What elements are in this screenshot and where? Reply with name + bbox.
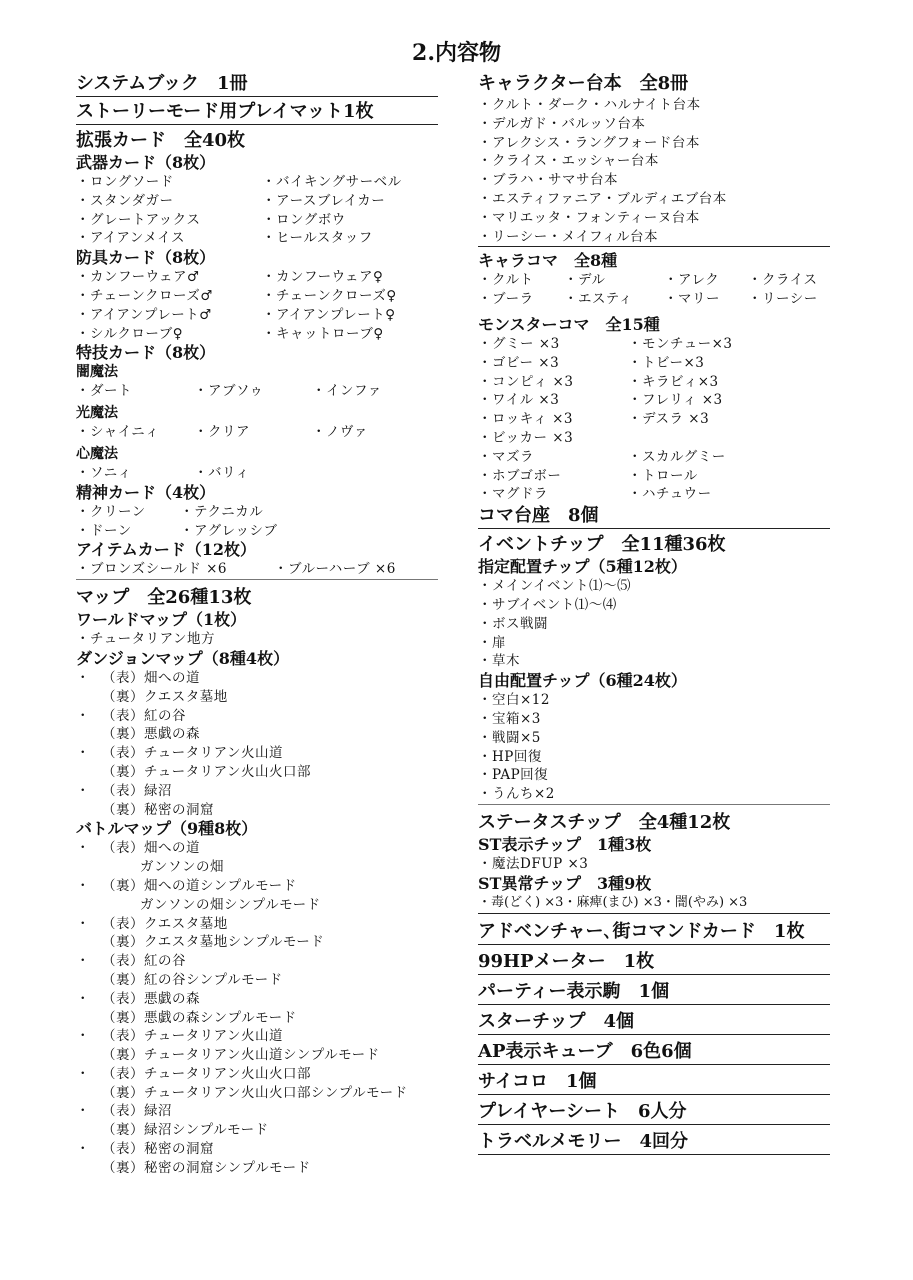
- list-item: ・ボス戦闘: [478, 615, 548, 632]
- weapon-heading: 武器カード（8枚）: [76, 153, 216, 172]
- list-item: [628, 429, 828, 448]
- list-item: ・ブルーハーブ ×6: [274, 561, 396, 578]
- map-line: （裏）クエスタ墓地: [102, 688, 228, 705]
- list-item: ・ロングボウ: [262, 211, 346, 228]
- status-heading: ステータスチップ 全4種12枚: [478, 811, 731, 833]
- map-line: （裏）チュータリアン火山火口部シンプルモード: [102, 1084, 408, 1101]
- map-line: （裏）悪戯の森シンプルモード: [102, 1009, 297, 1026]
- map-line: （裏）クエスタ墓地シンプルモード: [102, 934, 325, 951]
- map-line: ・ （表）悪戯の森: [76, 990, 200, 1007]
- list-item: ・ブーラ: [478, 291, 534, 308]
- misc-item-heading: スターチップ 4個: [478, 1010, 830, 1035]
- map-line: ・ （表）紅の谷: [76, 707, 186, 724]
- fixed-chip-list: [478, 577, 830, 671]
- list-item: ・ブロンズシールド ×6: [76, 561, 228, 578]
- expansion-heading: 拡張カード 全40枚: [76, 130, 246, 151]
- map-line: （裏）秘密の洞窟シンプルモード: [102, 1159, 311, 1176]
- light-magic-heading: 光魔法: [76, 405, 118, 422]
- list-item: ・ゴビー ×3: [478, 354, 560, 371]
- map-line: ・ （表）チュータリアン火山道: [76, 1028, 284, 1045]
- list-item: ・スタンダガー: [76, 192, 174, 209]
- dungeon-list: [76, 669, 438, 819]
- list-item: ・毒(どく) ×3・麻痺(まひ) ×3・闇(やみ) ×3: [478, 894, 830, 914]
- map-line: （裏）チュータリアン火山道シンプルモード: [102, 1047, 380, 1064]
- free-chip-list: [478, 691, 830, 805]
- armor-heading: 防具カード（8枚）: [76, 248, 216, 268]
- list-item: ・アグレッシブ: [180, 522, 278, 539]
- mind-magic-list: [76, 464, 438, 483]
- list-item: ・PAP回復: [478, 767, 549, 784]
- skill-heading: 特技カード（8枚）: [76, 343, 216, 363]
- list-item: ・カンフーウェア♀: [262, 269, 384, 286]
- list-item: ・フレリィ ×3: [628, 392, 723, 409]
- list-item: ・マズラ: [478, 448, 534, 465]
- list-item: ・ハチュウー: [628, 486, 712, 503]
- battle-list: [76, 839, 438, 1177]
- map-line: （裏）悪戯の森: [102, 726, 200, 743]
- list-item: ・メインイベント⑴〜⑸: [478, 578, 632, 595]
- map-line: （裏）緑沼シンプルモード: [102, 1122, 269, 1139]
- list-item: ・サブイベント⑴〜⑷: [478, 596, 617, 613]
- map-line: ・ （表）チュータリアン火山火口部: [76, 1065, 312, 1082]
- list-item: ・トロール: [628, 467, 698, 484]
- list-item: ・グレートアックス: [76, 211, 201, 228]
- itemcard-heading: アイテムカード（12枚）: [76, 540, 257, 560]
- light-magic-list: [76, 423, 438, 442]
- map-line: ・ （表）紅の谷: [76, 953, 186, 970]
- map-line: ・ （表）クエスタ墓地: [76, 915, 228, 932]
- list-item: ・アブソゥ: [194, 383, 264, 400]
- list-item: ・ブラハ・サマサ台本: [478, 172, 618, 189]
- list-item: ・エスティファニア・ブルディエブ台本: [478, 190, 727, 207]
- list-item: ・魔法DFUP ×3: [478, 855, 589, 872]
- list-item: ・HP回復: [478, 748, 542, 765]
- list-item: ・クリーン: [76, 503, 146, 520]
- list-item: ・ノヴァ: [312, 424, 368, 441]
- charakoma-heading: キャラコマ 全8種: [478, 251, 618, 271]
- misc-item-heading: サイコロ 1個: [478, 1070, 830, 1095]
- script-heading: キャラクター台本 全8冊: [478, 73, 689, 94]
- list-item: ・空白×12: [478, 692, 550, 709]
- event-heading: イベントチップ 全11種36枚: [478, 534, 726, 556]
- list-item: ・ロングソード: [76, 174, 174, 190]
- list-item: ・クリア: [194, 424, 250, 441]
- charakoma-list: [478, 271, 830, 309]
- systembook-heading: システムブック 1冊: [76, 72, 438, 97]
- list-item: ・うんち×2: [478, 786, 555, 803]
- right-column: [478, 72, 830, 1155]
- list-item: ・デスラ ×3: [628, 411, 710, 428]
- base-heading: コマ台座 8個: [478, 504, 830, 529]
- map-line: ・ （裏）畑への道シンプルモード: [76, 877, 297, 894]
- list-item: ・戦闘×5: [478, 729, 541, 746]
- misc-item-heading: AP表示キューブ 6色6個: [478, 1040, 830, 1065]
- map-line: ・ （表）畑への道: [76, 840, 200, 857]
- list-item: ・エスティ: [564, 291, 633, 308]
- list-item: ・キャットローブ♀: [262, 325, 384, 342]
- misc-item-heading: アドベンチャー､街コマンドカード 1枚: [478, 920, 830, 945]
- mind-magic-heading: 心魔法: [76, 445, 118, 462]
- list-item: ・ワイル ×3: [478, 392, 560, 409]
- map-line: ・ （表）緑沼: [76, 782, 172, 799]
- list-item: ・ヒールスタッフ: [262, 230, 373, 247]
- map-line: ・ （表）畑への道: [76, 669, 200, 686]
- list-item: ・扉: [478, 634, 506, 651]
- dungeon-heading: ダンジョンマップ（8種4枚）: [76, 648, 290, 668]
- list-item: ・ロッキィ ×3: [478, 411, 574, 428]
- list-item: ・インファ: [312, 383, 382, 400]
- list-item: ・バリィ: [194, 464, 250, 481]
- map-line: ・ （表）チュータリアン火山道: [76, 745, 284, 762]
- list-item: ・デルガド・バルッソ台本: [478, 115, 646, 132]
- monster-list: [478, 335, 830, 504]
- map-line: （裏）チュータリアン火山火口部: [102, 763, 312, 780]
- misc-item-heading: パーティー表示駒 1個: [478, 980, 830, 1005]
- list-item: ・ダート: [76, 383, 132, 400]
- list-item: ・クルト: [478, 272, 534, 289]
- playmat-heading: ストーリーモード用プレイマット1枚: [76, 100, 438, 125]
- spirit-heading: 精神カード（4枚）: [76, 482, 216, 502]
- itemcard-list: [76, 560, 438, 580]
- list-item: ・デル: [564, 272, 606, 289]
- left-column: [76, 72, 438, 1178]
- list-item: ・アイアンプレート♂: [76, 306, 212, 323]
- list-item: ・リーシー・メイフィル台本: [478, 228, 658, 245]
- list-item: ・マグドラ: [478, 486, 548, 503]
- map-heading: マップ 全26種13枚: [76, 587, 252, 609]
- list-item: ・ドーン: [76, 522, 132, 539]
- list-item: ・テクニカル: [180, 503, 264, 520]
- map-line: （裏）秘密の洞窟: [102, 801, 214, 818]
- misc-item-heading: トラベルメモリー 4回分: [478, 1130, 830, 1155]
- dark-magic-heading: 闇魔法: [76, 364, 118, 381]
- weapon-list: [76, 173, 438, 248]
- map-line: ・ （表）緑沼: [76, 1103, 172, 1120]
- list-item: ・トビー×3: [628, 354, 705, 371]
- misc-item-heading: プレイヤーシート 6人分: [478, 1100, 830, 1125]
- list-item: ・アースブレイカー: [262, 192, 386, 209]
- list-item: ・宝箱×3: [478, 710, 541, 727]
- list-item: ・クライス: [748, 272, 818, 289]
- map-line: ガンソンの畑シンプルモード: [140, 896, 321, 913]
- list-item: ・チェーンクローズ♂: [76, 287, 213, 304]
- list-item: ・アレクシス・ラングフォード台本: [478, 134, 700, 151]
- list-item: ・クルト・ダーク・ハルナイト台本: [478, 97, 701, 113]
- map-line: （裏）紅の谷シンプルモード: [102, 971, 283, 988]
- dark-magic-list: [76, 382, 438, 401]
- list-item: ・キラビィ×3: [628, 373, 719, 390]
- list-item: ・カンフーウェア♂: [76, 269, 200, 286]
- list-item: ・チュータリアン地方: [76, 631, 216, 648]
- list-item: ・マリー: [664, 291, 720, 308]
- list-item: ・リーシー: [748, 291, 818, 308]
- fixed-chip-heading: 指定配置チップ（5種12枚）: [478, 557, 687, 577]
- list-item: ・アレク: [664, 272, 720, 289]
- page-title: 2.内容物: [412, 40, 501, 66]
- misc-items: [478, 920, 830, 1155]
- list-item: ・クライス・エッシャー台本: [478, 153, 659, 170]
- list-item: ・コンピィ ×3: [478, 373, 574, 390]
- list-item: ・ホブゴボー: [478, 467, 562, 484]
- list-item: ・スカルグミー: [628, 448, 726, 465]
- list-item: ・アイアンメイス: [76, 230, 186, 247]
- misc-item-heading: 99HPメーター 1枚: [478, 950, 830, 975]
- list-item: ・ビッカー ×3: [478, 429, 574, 446]
- map-line: ガンソンの畑: [140, 859, 224, 876]
- list-item: ・シャイニィ: [76, 424, 160, 441]
- monster-heading: モンスターコマ 全15種: [478, 314, 660, 334]
- battle-heading: バトルマップ（9種8枚）: [76, 819, 258, 839]
- list-item: ・モンチュー×3: [628, 335, 733, 352]
- free-chip-heading: 自由配置チップ（6種24枚）: [478, 671, 687, 691]
- st-show-heading: ST表示チップ 1種3枚: [478, 834, 652, 854]
- list-item: ・ソニィ: [76, 464, 132, 481]
- list-item: ・シルクローブ♀: [76, 325, 184, 342]
- list-item: ・アイアンプレート♀: [262, 306, 396, 323]
- list-item: ・草木: [478, 653, 520, 670]
- map-line: ・ （表）秘密の洞窟: [76, 1141, 214, 1158]
- list-item: ・グミー ×3: [478, 335, 560, 352]
- spirit-list: [76, 503, 438, 541]
- armor-list: [76, 268, 438, 343]
- list-item: ・チェーンクローズ♀: [262, 287, 397, 304]
- script-list: [478, 96, 830, 247]
- st-abnormal-heading: ST異常チップ 3種9枚: [478, 873, 652, 893]
- list-item: ・バイキングサーベル: [262, 174, 402, 190]
- worldmap-heading: ワールドマップ（1枚）: [76, 610, 247, 630]
- list-item: ・マリエッタ・フォンティーヌ台本: [478, 209, 700, 226]
